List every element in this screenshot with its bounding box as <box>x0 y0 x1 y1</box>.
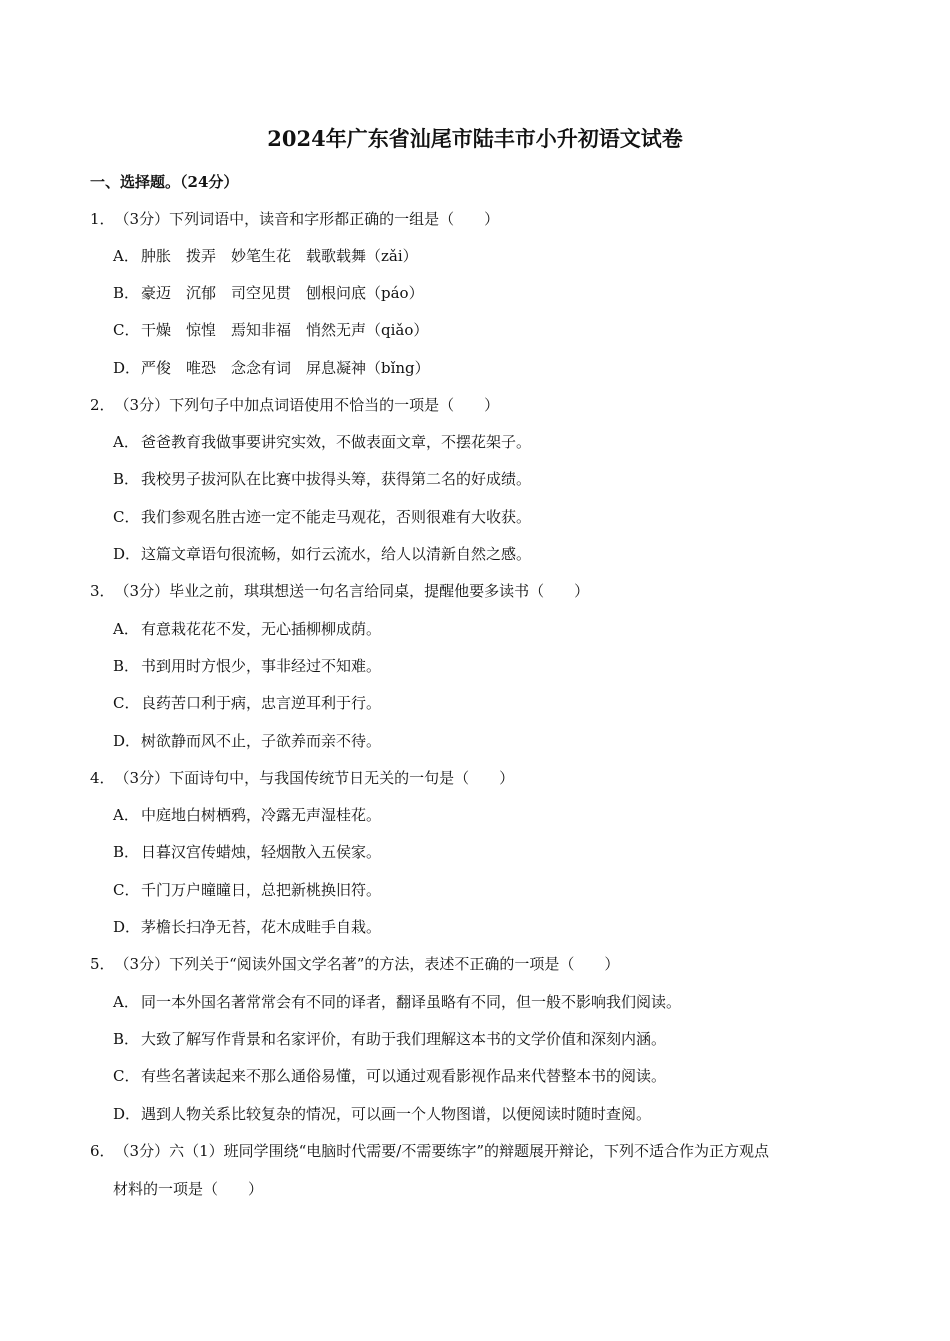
option-letter: C． <box>113 321 140 339</box>
question-number: 4． <box>90 769 115 787</box>
question-6 <box>90 1139 769 1163</box>
question-text: （3分）毕业之前，琪琪想送一句名言给同桌，提醒他要多读书（ ） <box>114 582 590 600</box>
option-letter: A． <box>113 620 139 638</box>
question-2-option-c <box>113 505 531 529</box>
question-text: （3分）下列句子中加点词语使用不恰当的一项是（ ） <box>114 396 500 414</box>
question-6-continuation: 材料的一项是（ ） <box>113 1180 264 1198</box>
question-3 <box>90 579 589 603</box>
question-number: 2． <box>90 396 115 414</box>
option-letter: C． <box>113 1067 140 1085</box>
question-3-option-d <box>113 729 381 753</box>
question-number: 1． <box>90 210 115 228</box>
option-letter: D． <box>113 732 141 750</box>
option-text: 千门万户曈曈日，总把新桃换旧符。 <box>141 881 382 899</box>
question-text: （3分）下列关于“阅读外国文学名著”的方法，表述不正确的一项是（ ） <box>114 955 620 973</box>
question-4-option-c <box>113 878 381 902</box>
option-text: 大致了解写作背景和名家评价，有助于我们理解这本书的文学价值和深刻内涵。 <box>141 1030 667 1048</box>
option-text: 良药苦口利于病，忠言逆耳利于行。 <box>141 694 382 712</box>
option-text: 这篇文章语句很流畅，如行云流水，给人以清新自然之感。 <box>141 545 532 563</box>
option-letter: D． <box>113 359 141 377</box>
question-5-option-c <box>113 1064 666 1088</box>
option-text: 豪迈 沉郁 司空见贯 刨根问底（páo） <box>141 284 424 302</box>
option-text: 同一本外国名著常常会有不同的译者，翻译虽略有不同，但一般不影响我们阅读。 <box>141 993 682 1011</box>
question-5-option-d <box>113 1102 651 1126</box>
question-2-option-b <box>113 467 531 491</box>
option-letter: A． <box>113 433 139 451</box>
question-1-option-c <box>113 318 428 342</box>
question-text: （3分）下列词语中，读音和字形都正确的一组是（ ） <box>114 210 500 228</box>
question-2-option-a <box>113 430 531 454</box>
question-number: 6． <box>90 1142 115 1160</box>
section-heading: 一、选择题。（24分） <box>90 173 239 191</box>
option-letter: B． <box>113 284 140 302</box>
question-4-option-d <box>113 915 381 939</box>
option-text: 我校男子拔河队在比赛中拔得头筹，获得第二名的好成绩。 <box>141 470 532 488</box>
question-text: （3分）六（1）班同学围绕“电脑时代需要/不需要练字”的辩题展开辩论，下列不适合作为正方观点 <box>114 1142 770 1160</box>
question-4-option-a <box>113 803 381 827</box>
option-text: 树欲静而风不止，子欲养而亲不待。 <box>141 732 382 750</box>
option-letter: D． <box>113 918 141 936</box>
option-letter: D． <box>113 545 141 563</box>
question-3-option-a <box>113 617 381 641</box>
option-text: 严俊 唯恐 念念有词 屏息凝神（bǐng） <box>141 359 430 377</box>
option-letter: B． <box>113 843 140 861</box>
option-text: 爸爸教育我做事要讲究实效，不做表面文章，不摆花架子。 <box>141 433 532 451</box>
option-letter: B． <box>113 657 140 675</box>
option-text: 日暮汉宫传蜡烛，轻烟散入五侯家。 <box>141 843 382 861</box>
option-text: 中庭地白树栖鸦，冷露无声湿桂花。 <box>141 806 382 824</box>
option-text: 肿胀 拨弄 妙笔生花 载歌载舞（zǎi） <box>141 247 418 265</box>
option-letter: B． <box>113 470 140 488</box>
question-2 <box>90 393 499 417</box>
option-text: 书到用时方恨少，事非经过不知难。 <box>141 657 382 675</box>
question-4-option-b <box>113 840 381 864</box>
question-3-option-b <box>113 654 381 678</box>
question-1-option-b <box>113 281 424 305</box>
option-text: 有些名著读起来不那么通俗易懂，可以通过观看影视作品来代替整本书的阅读。 <box>141 1067 667 1085</box>
option-letter: D． <box>113 1105 141 1123</box>
option-letter: A． <box>113 993 139 1011</box>
option-text: 遇到人物关系比较复杂的情况，可以画一个人物图谱，以便阅读时随时查阅。 <box>141 1105 652 1123</box>
question-5-option-a <box>113 990 681 1014</box>
option-letter: A． <box>113 247 139 265</box>
option-letter: C． <box>113 881 140 899</box>
question-number: 3． <box>90 582 115 600</box>
option-letter: A． <box>113 806 139 824</box>
question-1 <box>90 207 499 231</box>
option-letter: C． <box>113 694 140 712</box>
question-3-option-c <box>113 691 381 715</box>
question-5-option-b <box>113 1027 666 1051</box>
option-text: 茅檐长扫净无苔，花木成畦手自栽。 <box>141 918 382 936</box>
question-2-option-d <box>113 542 531 566</box>
question-text: （3分）下面诗句中，与我国传统节日无关的一句是（ ） <box>114 769 515 787</box>
exam-title: 2024年广东省汕尾市陆丰市小升初语文试卷 <box>267 126 683 151</box>
option-text: 我们参观名胜古迹一定不能走马观花，否则很难有大收获。 <box>141 508 532 526</box>
question-1-option-d <box>113 356 430 380</box>
option-letter: B． <box>113 1030 140 1048</box>
question-1-option-a <box>113 244 418 268</box>
question-number: 5． <box>90 955 115 973</box>
option-text: 干燥 惊惶 焉知非福 悄然无声（qiǎo） <box>141 321 429 339</box>
question-5 <box>90 952 619 976</box>
option-letter: C． <box>113 508 140 526</box>
question-4 <box>90 766 514 790</box>
option-text: 有意栽花花不发，无心插柳柳成荫。 <box>141 620 382 638</box>
